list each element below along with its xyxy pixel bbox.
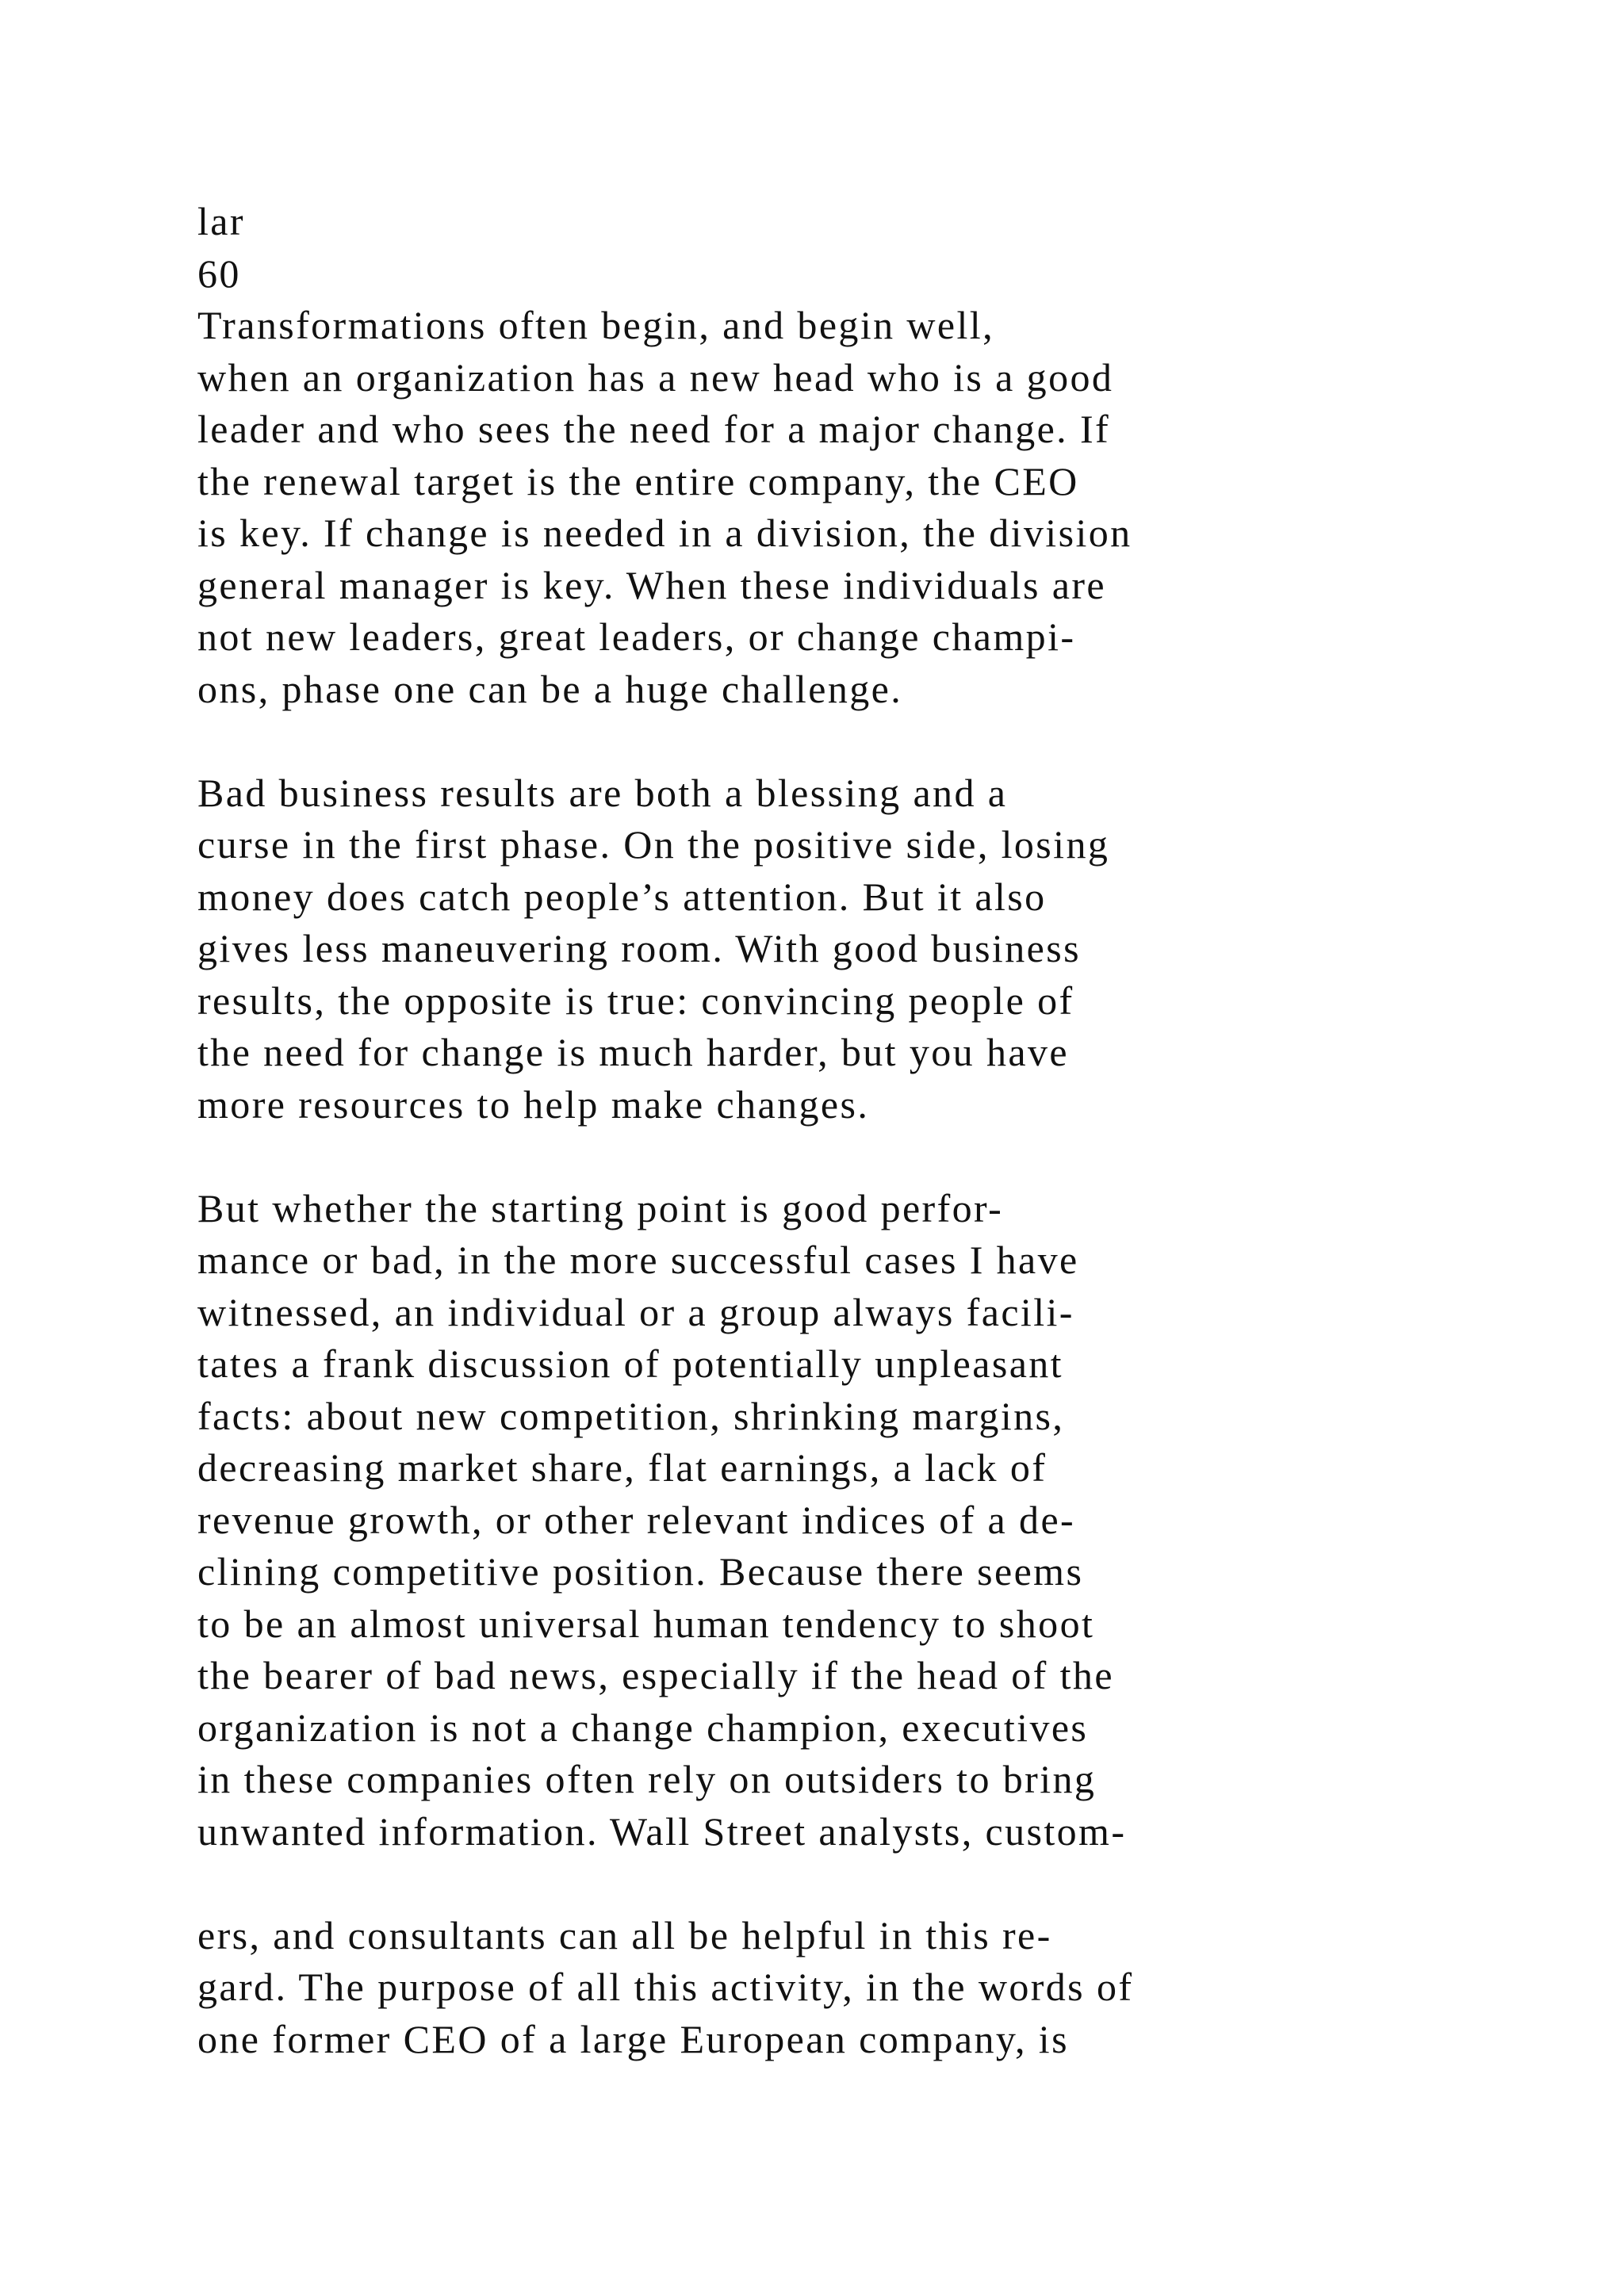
text-line: ers, and consultants can all be helpful in this re-: [197, 1912, 1052, 1957]
text-line: the bearer of bad news, especially if the head of the: [197, 1653, 1114, 1697]
text-line: money does catch people’s attention. But it also: [197, 874, 1047, 919]
text-line: not new leaders, great leaders, or change champi-: [197, 614, 1076, 659]
paragraph-1: [197, 300, 1482, 715]
text-line: the need for change is much harder, but you have: [197, 1030, 1069, 1074]
text-column: [197, 196, 1482, 2065]
text-line: tates a frank discussion of potentially unpleasant: [197, 1341, 1063, 1386]
text-line: But whether the starting point is good perfor-: [197, 1185, 1004, 1230]
paragraph-gap: [197, 1131, 1482, 1183]
text-line: to be an almost universal human tendency to shoot: [197, 1601, 1095, 1646]
text-line: gives less maneuvering room. With good business: [197, 926, 1081, 970]
text-line: leader and who sees the need for a major change. If: [197, 407, 1111, 451]
text-line: results, the opposite is true: convincing people of: [197, 978, 1074, 1023]
text-line: Bad business results are both a blessing and a: [197, 770, 1008, 815]
text-line: general manager is key. When these individuals are: [197, 562, 1107, 607]
paragraph-4: [197, 1910, 1482, 2066]
text-line: Transformations often begin, and begin well,: [197, 303, 994, 347]
text-line: curse in the first phase. On the positive side, losing: [197, 822, 1110, 867]
text-line: one former CEO of a large European company, is: [197, 2016, 1069, 2061]
text-line: decreasing market share, flat earnings, a lack of: [197, 1445, 1048, 1490]
text-line: revenue growth, or other relevant indices of a de-: [197, 1497, 1076, 1542]
text-line: the renewal target is the entire company, the CEO: [197, 458, 1079, 503]
text-line: witnessed, an individual or a group always facili-: [197, 1289, 1074, 1334]
text-line: unwanted information. Wall Street analysts, custom-: [197, 1808, 1127, 1854]
text-line: when an organization has a new head who is a good: [197, 354, 1114, 400]
text-line: clining competitive position. Because there seems: [197, 1549, 1084, 1594]
paragraph-gap: [197, 1858, 1482, 1910]
text-line: gard. The purpose of all this activity, in the words of: [197, 1965, 1134, 2009]
paragraph-gap: [197, 715, 1482, 767]
running-header: lar: [197, 199, 245, 243]
page-number: 60: [197, 251, 241, 296]
text-line: in these companies often rely on outsiders to bring: [197, 1757, 1097, 1801]
text-line: organization is not a change champion, executives: [197, 1705, 1089, 1750]
text-line: ons, phase one can be a huge challenge.: [197, 666, 903, 711]
paragraph-3: [197, 1183, 1482, 1858]
text-line: mance or bad, in the more successful cases I have: [197, 1238, 1079, 1282]
text-line: is key. If change is needed in a division, the division: [197, 511, 1132, 555]
text-line: facts: about new competition, shrinking margins,: [197, 1393, 1065, 1438]
text-line: more resources to help make changes.: [197, 1081, 870, 1127]
paragraph-2: [197, 767, 1482, 1131]
